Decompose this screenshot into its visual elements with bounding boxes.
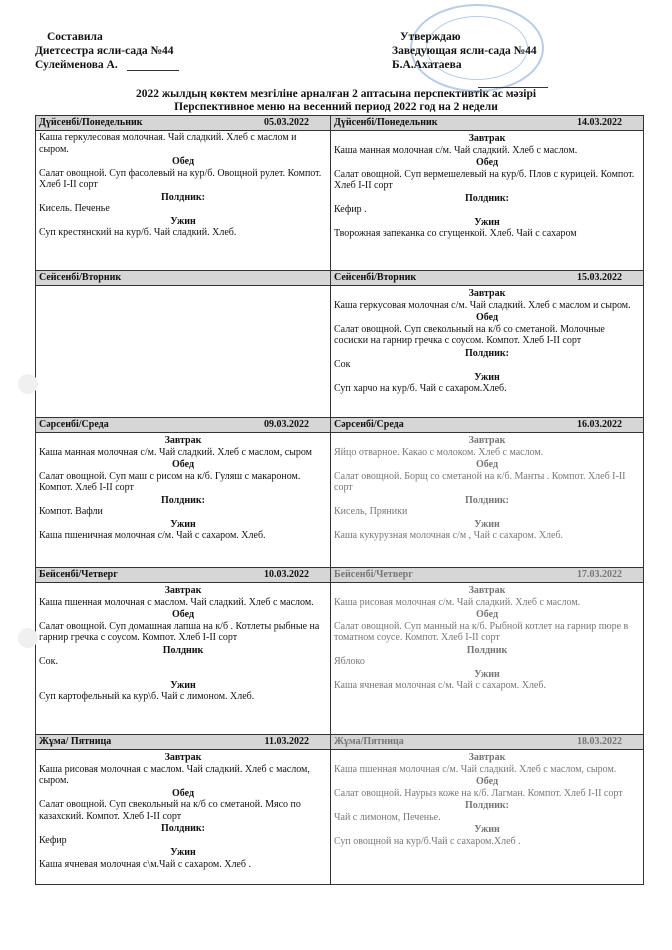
approver-name: Б.А.Ахатаева [392,59,462,71]
day-menu-cell [331,286,644,418]
day-header: Сәрсенбі/Среда 16.03.2022 [331,418,644,433]
snack-dish: Кефир [39,834,67,846]
snack-dish: Сок [334,359,351,370]
day-menu-cell [331,583,644,735]
meal-label-breakfast: Завтрак [164,585,202,596]
approver-signature-line [478,68,548,88]
meal-label-lunch: Обед [475,776,498,787]
meal-label-snack: Полдник: [161,191,205,203]
meal-label-dinner: Ужин [474,668,500,680]
dinner-dish: Каша пшеничная молочная с/м. Чай с сахаром. Хлеб. [39,530,266,541]
lunch-dish: Салат овощной. Суп домашная лапша на к/б . Котлеты рыбные на гарнир гречка с соусом. Компот. Хлеб I-II сорт [39,620,320,643]
meal-label-lunch: Обед [475,312,498,323]
snack-dish: Кисель. Печенье [39,203,110,214]
breakfast-dish: Каша пшенная молочная с маслом. Чай сладкий. Хлеб с маслом. [39,596,314,608]
approved-label: Утверждаю [400,31,461,43]
compiler-signature [127,54,179,71]
meal-label-snack: Полдник: [161,823,205,834]
approved-by-block [392,30,537,72]
dinner-dish: Каша кукурузная молочная с/м , Чай с сахаром. Хлеб. [334,530,564,541]
day-menu-cell [36,583,331,735]
day-header: Сәрсенбі/Среда 09.03.2022 [36,418,331,433]
meal-label-lunch: Обед [171,609,194,620]
breakfast-dish: Каша рисовая молочная с/м. Чай сладкий. Хлеб с маслом. [334,596,581,608]
breakfast-dish: Каша манная молочная с/м. Чай сладкий. Хлеб с маслом, сыром [39,446,312,458]
snack-dish: Чай с лимоном, Печенье. [334,811,441,823]
lunch-dish: Салат овощной. Суп вермешелевый на кур/б. Плов с курицей. Компот. Хлеб I-II сорт [334,168,635,191]
meal-label-snack: Полдник: [465,494,509,506]
snack-dish: Сок. [39,656,59,667]
meal-label-dinner: Ужин [474,371,500,383]
lunch-dish: Салат овощной. Борщ со сметаной на к/б. Манты . Компот. Хлеб I-II сорт [334,470,626,493]
day-menu-cell [36,433,331,568]
meal-label-snack: Полдник [162,644,204,656]
scan-hole-mark [18,628,38,648]
breakfast-dish: Каша манная молочная с/м. Чай сладкий. Хлеб с маслом. [334,144,578,156]
lunch-dish: Салат овощной. Наурыз коже на к/б. Лагман. Компот. Хлеб I-II сорт [334,787,623,799]
breakfast-dish: Каша геркулесовая молочная. Чай сладкий. Хлеб с маслом и сыром. [39,132,297,155]
day-menu-cell [36,131,331,271]
dinner-dish: Творожная запеканка со сгущенкой. Хлеб. Чай с сахаром [334,228,577,239]
breakfast-dish: Каша пшенная молочная с/м. Чай сладкий. Хлеб с маслом, сыром. [334,763,617,775]
dinner-dish: Каша ячневая молочная с\м.Чай с сахаром. Хлеб . [39,858,251,870]
day-menu-cell [331,750,644,885]
approver-position: Заведующая ясли-сада №44 [392,45,537,57]
day-header: Бейсенбі/Четверг 17.03.2022 [331,568,644,583]
lunch-dish: Салат овощной. Суп манный на к/б. Рыбной котлет на гарнир пюре в томатном соусе. Компот. Хлеб I-II сорт [334,620,629,643]
day-header: Сейсенбі/Вторник [36,271,331,286]
day-header: Сейсенбі/Вторник 15.03.2022 [331,271,644,286]
scan-hole-mark [18,374,38,394]
breakfast-dish: Каша рисовая молочная с маслом. Чай сладкий. Хлеб с маслом, сыром. [39,763,310,786]
meal-label-dinner: Ужин [474,518,500,530]
breakfast-dish: Каша геркусовая молочная с/м. Чай сладкий. Хлеб с маслом и сыром. [334,299,631,311]
meal-label-breakfast: Завтрак [468,585,506,596]
compiled-label: Составила [47,31,103,43]
meal-label-breakfast: Завтрак [164,752,202,763]
day-menu-cell [36,750,331,885]
snack-dish: Компот. Вафли [39,506,103,517]
meal-label-snack: Полдник: [465,800,509,811]
compiler-position: Диетсестра ясли-сада №44 [35,45,174,57]
snack-dish: Кисель, Пряники [334,506,408,517]
lunch-dish: Салат овощной. Суп маш с рисом на к/б. Гуляш с макароном. Компот. Хлеб I-II сорт [39,470,301,493]
meal-label-dinner: Ужин [170,215,196,227]
lunch-dish: Салат овощной. Суп свекольный на к/б со сметаной. Мясо по казахский. Компот. Хлеб I-II сорт [39,799,301,822]
title-kz: 2022 жылдың көктем мезгіліне арналған 2 аптасына перспективтік ас мәзірі [135,88,537,100]
day-menu-cell [331,433,644,568]
meal-label-breakfast: Завтрак [468,435,506,446]
dinner-dish: Суп крестянский на кур/б. Чай сладкий. Хлеб. [39,227,237,238]
lunch-dish: Салат овощной. Суп свекольный на к/б со сметаной. Молочные сосиски на гарнир гречка с соусом. Компот. Хлеб I-II сорт [334,323,605,346]
meal-label-dinner: Ужин [170,847,196,858]
day-header: Бейсенбі/Четверг 10.03.2022 [36,568,331,583]
dinner-dish: Каша ячневая молочная с/м. Чай с сахаром. Хлеб. [334,680,546,691]
snack-dish: Кефир . [334,204,367,215]
meal-label-snack: Полдник [466,644,508,656]
day-header: Жұма/Пятница 18.03.2022 [331,735,644,750]
meal-label-dinner: Ужин [474,824,500,835]
meal-label-dinner: Ужин [474,216,500,228]
meal-label-breakfast: Завтрак [164,435,202,446]
meal-label-dinner: Ужин [170,679,196,691]
menu-table [35,115,644,885]
meal-label-lunch: Обед [171,787,194,799]
day-menu-cell [331,131,644,271]
dinner-dish: Суп картофельный ка кур\б. Чай с лимоном. Хлеб. [39,691,255,702]
day-header: Дүйсенбі/Понедельник 05.03.2022 [36,116,331,131]
lunch-dish: Салат овощной. Суп фасолевый на кур/б. Овощной рулет. Компот. Хлеб I-II сорт [39,167,322,190]
meal-label-snack: Полдник: [465,347,509,359]
meal-label-breakfast: Завтрак [468,288,506,299]
meal-label-lunch: Обед [475,157,498,168]
title-ru: Перспективное меню на весенний период 2022 год на 2 недели [174,101,498,113]
dinner-dish: Суп овощной на кур/б.Чай с сахаром.Хлеб . [334,835,521,847]
meal-label-snack: Полдник: [161,494,205,506]
meal-label-breakfast: Завтрак [468,752,506,763]
meal-label-snack: Полдник: [465,192,509,204]
meal-label-lunch: Обед [475,459,498,470]
meal-label-dinner: Ужин [170,518,196,530]
meal-label-breakfast: Завтрак [468,133,506,144]
dinner-dish: Суп харчо на кур/б. Чай с сахаром.Хлеб. [334,383,507,394]
meal-label-lunch: Обед [171,156,194,167]
snack-dish: Яблоко [334,656,365,667]
day-header: Дүйсенбі/Понедельник 14.03.2022 [331,116,644,131]
day-menu-cell-empty [36,286,331,418]
meal-label-lunch: Обед [171,459,194,470]
day-header: Жұма/ Пятница 11.03.2022 [36,735,331,750]
breakfast-dish: Яйцо отварное. Какао с молоком. Хлеб с маслом. [334,446,544,458]
compiler-name: Сулейменова А. [35,59,118,71]
meal-label-lunch: Обед [475,609,498,620]
